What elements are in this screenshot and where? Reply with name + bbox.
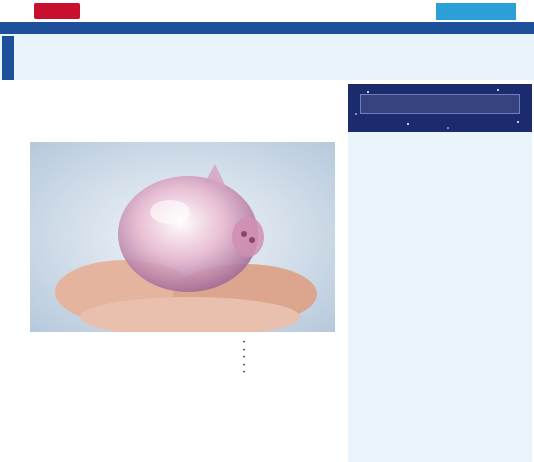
horoscope-title-box	[360, 94, 520, 114]
account-usd: •	[243, 354, 246, 361]
weather-banner	[0, 22, 534, 34]
horoscope-header	[348, 84, 532, 132]
weather-strip	[0, 22, 534, 80]
newspaper-logo[interactable]	[34, 3, 80, 19]
paypal: •	[243, 369, 246, 376]
meteo-label	[2, 36, 14, 80]
horoscope-panel	[348, 84, 532, 462]
revolut-phone[interactable]: •	[243, 361, 246, 369]
article-column-1	[32, 338, 138, 339]
account-lei: •	[243, 339, 246, 346]
article-column-2	[143, 338, 239, 339]
page-header	[0, 0, 534, 22]
piggy-bank-hands-illustration	[30, 142, 335, 332]
account-euro: •	[243, 346, 246, 354]
section-tab	[436, 3, 516, 20]
article-photo	[30, 142, 335, 332]
article-column-3	[243, 338, 343, 377]
